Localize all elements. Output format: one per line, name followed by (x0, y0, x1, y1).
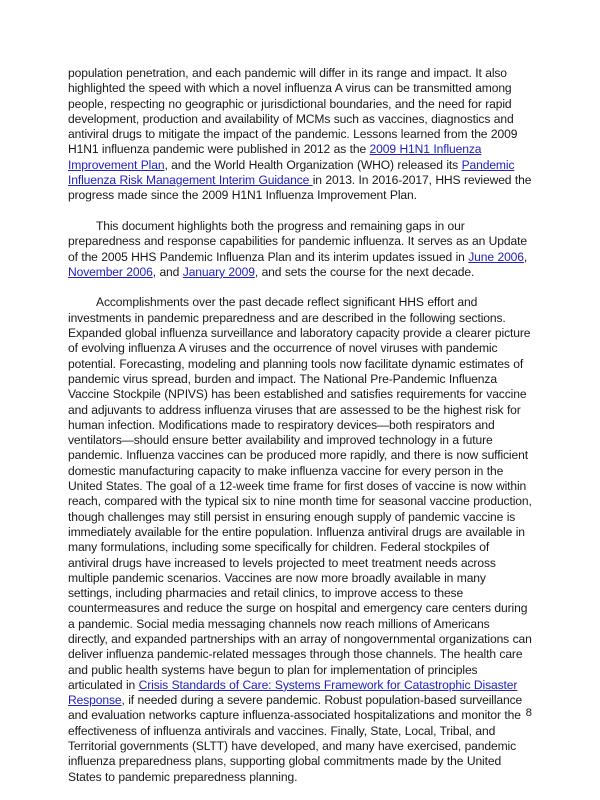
document-hyperlink[interactable]: 2009 H1N1 Influenza Improvement Plan (68, 142, 482, 172)
document-text-run: This document highlights both the progress and remaining gaps in our preparedness and response capabilities for pandemic influenza. It serves as an Update of the 2005 HHS Pandemic Influenza Plan and its interim updates issued in (68, 218, 527, 264)
document-text-run: in 2013. In 2016-2017, HHS reviewed the progress made since the 2009 H1N1 Influenza Improvement Plan. (68, 173, 532, 203)
paragraph-1 (68, 66, 532, 204)
document-text-run: , (523, 249, 528, 264)
document-text-run: , and sets the course for the next decade. (254, 264, 475, 279)
document-text-run: Accomplishments over the past decade reflect significant HHS effort and investments in pandemic preparedness and are described in the following sections. Expanded global influenza surveillance and laboratory capacity provide a clearer picture of evolving influenza A viruses and the occurrence of novel viruses with pandemic potential. Forecasting, modeling and planning tools now facilitate dynamic estimates of pandemic virus spread, burden and impact. The National Pre-Pandemic Influenza Vaccine Stockpile (NPIVS) has been established and satisfies requirements for vaccine and adjuvants to address influenza viruses that are assessed to be the highest risk for human infection. Modifications made to respiratory devices—both respirators and ventilators—should ensure better availability and improved technology in a future pandemic. Influenza vaccines can be produced more rapidly, and there is now sufficient domestic manufacturing capacity to make influenza vaccine for every person in the United States. The goal of a 12-week time frame for first doses of vaccine is now within reach, compared with the typical six to nine month time for seasonal vaccine production, though challenges may still persist in ensuring enough supply of pandemic vaccine is immediately available for the entire population. Influenza antiviral drugs are available in many formulations, including some specifically for children. Federal stockpiles of antiviral drugs have increased to levels projected to meet treatment needs across multiple pandemic scenarios. Vaccines are now more broadly available in many settings, including pharmacies and retail clinics, to improve access to these countermeasures and reduce the surge on hospital and emergency care centers during a pandemic. Social media messaging channels now reach millions of Americans directly, and expanded partnerships with an array of nongovernmental organizations can deliver influenza pandemic-related messages through those channels. The health care and public health systems have begun to plan for implementation of principles articulated in (68, 295, 532, 692)
page-number: 8 (525, 707, 532, 719)
document-text-run: population penetration, and each pandemic will differ in its range and impact. It also highlighted the speed with which a novel influenza A virus can be transmitted among people, respecting no geographic or jurisdictional boundaries, and the need for rapid development, production and availability of MCMs such as vaccines, diagnostics and antiviral drugs to mitigate the impact of the pandemic. Lessons learned from the 2009 H1N1 influenza pandemic were published in 2012 as the (68, 66, 518, 157)
document-text-run: , and (152, 264, 183, 279)
document-hyperlink[interactable]: November 2006 (68, 264, 153, 279)
document-text-run: , if needed during a severe pandemic. Robust population-based surveillance and evaluation networks capture influenza-associated hospitalizations and monitor the effectiveness of influenza antivirals and vaccines. Finally, State, Local, Tribal, and Territorial governments (SLTT) have developed, and many have exercised, pandemic influenza preparedness plans, supporting global commitments made by the United States to pandemic preparedness planning. (68, 693, 523, 784)
document-text-run: , and the World Health Organization (WHO) released its (164, 157, 462, 172)
paragraph-2 (68, 219, 532, 280)
document-hyperlink[interactable]: June 2006 (468, 249, 524, 264)
document-hyperlink[interactable]: Pandemic Influenza Risk Management Interim Guidance (68, 157, 515, 188)
document-hyperlink[interactable]: January 2009 (182, 264, 255, 279)
document-text-column (68, 66, 532, 800)
document-hyperlink[interactable]: Crisis Standards of Care: Systems Framework for Catastrophic Disaster Response (68, 677, 518, 708)
